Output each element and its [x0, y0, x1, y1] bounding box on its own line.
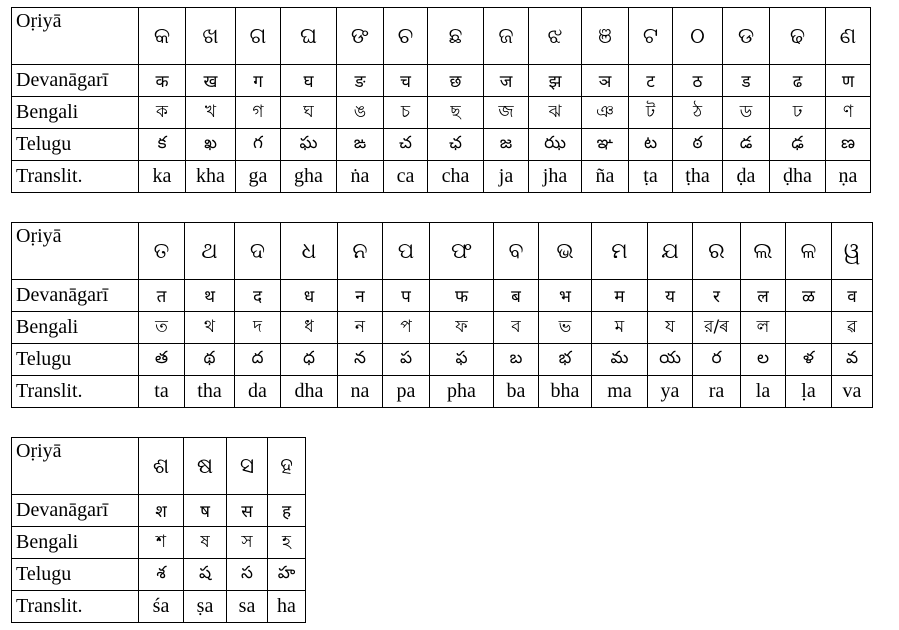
translit-cell: cha	[428, 161, 484, 193]
row-label-oriya: Oṛiyā	[12, 8, 139, 65]
devanagari-cell: द	[235, 280, 281, 312]
bengali-row	[12, 527, 306, 559]
translit-cell: sa	[227, 591, 268, 623]
devanagari-cell: ष	[184, 495, 227, 527]
consonant-table-2	[11, 222, 873, 408]
telugu-cell: ఘ	[281, 129, 337, 161]
consonant-table-3	[11, 437, 306, 623]
row-label-devanagari: Devanāgarī	[12, 495, 139, 527]
devanagari-cell: र	[693, 280, 741, 312]
devanagari-cell: म	[592, 280, 648, 312]
devanagari-cell: च	[384, 65, 428, 97]
bengali-cell: গ	[236, 97, 281, 129]
bengali-cell: ঘ	[281, 97, 337, 129]
oriya-cell: ଜ	[484, 8, 529, 65]
devanagari-cell: फ	[430, 280, 494, 312]
bengali-cell: ঠ	[673, 97, 723, 129]
translit-cell: ṣa	[184, 591, 227, 623]
devanagari-cell: ङ	[337, 65, 384, 97]
translit-cell: pa	[383, 376, 430, 408]
translit-row	[12, 161, 871, 193]
telugu-row	[12, 559, 306, 591]
oriya-cell: ଳ	[786, 223, 832, 280]
telugu-cell: ఫ	[430, 344, 494, 376]
translit-cell: da	[235, 376, 281, 408]
translit-cell: ṭa	[629, 161, 673, 193]
oriya-cell: ଦ	[235, 223, 281, 280]
telugu-cell: య	[648, 344, 693, 376]
bengali-cell: থ	[185, 312, 235, 344]
translit-cell: ba	[494, 376, 539, 408]
telugu-cell: ఛ	[428, 129, 484, 161]
telugu-cell: ట	[629, 129, 673, 161]
oriya-row	[12, 438, 306, 495]
translit-row	[12, 591, 306, 623]
oriya-cell: ଡ	[723, 8, 770, 65]
telugu-cell: ఢ	[770, 129, 826, 161]
translit-cell: ra	[693, 376, 741, 408]
translit-cell: ña	[582, 161, 629, 193]
oriya-cell: ର	[693, 223, 741, 280]
bengali-row	[12, 97, 871, 129]
telugu-cell: శ	[139, 559, 184, 591]
oriya-cell: ଢ	[770, 8, 826, 65]
devanagari-cell: त	[139, 280, 185, 312]
telugu-cell: ళ	[786, 344, 832, 376]
oriya-cell: ଘ	[281, 8, 337, 65]
oriya-row	[12, 223, 873, 280]
oriya-cell: ଷ	[184, 438, 227, 495]
oriya-cell: ଝ	[529, 8, 582, 65]
oriya-cell: ସ	[227, 438, 268, 495]
bengali-row	[12, 312, 873, 344]
devanagari-cell: ज	[484, 65, 529, 97]
bengali-cell: ছ	[428, 97, 484, 129]
devanagari-cell: ह	[268, 495, 306, 527]
telugu-cell: ఠ	[673, 129, 723, 161]
row-label-translit: Translit.	[12, 591, 139, 623]
bengali-cell: র/ৰ	[693, 312, 741, 344]
oriya-cell: ବ	[494, 223, 539, 280]
oriya-cell: ପ	[383, 223, 430, 280]
devanagari-cell: ध	[281, 280, 338, 312]
telugu-row	[12, 344, 873, 376]
telugu-cell: ప	[383, 344, 430, 376]
bengali-cell: ৱ	[832, 312, 873, 344]
telugu-cell: గ	[236, 129, 281, 161]
translit-cell: jha	[529, 161, 582, 193]
row-label-translit: Translit.	[12, 161, 139, 193]
oriya-row	[12, 8, 871, 65]
bengali-cell: ন	[338, 312, 383, 344]
oriya-cell: ଣ	[826, 8, 871, 65]
devanagari-cell: झ	[529, 65, 582, 97]
oriya-cell: ଧ	[281, 223, 338, 280]
telugu-cell: న	[338, 344, 383, 376]
bengali-cell: ড	[723, 97, 770, 129]
bengali-cell: দ	[235, 312, 281, 344]
row-label-telugu: Telugu	[12, 129, 139, 161]
row-label-bengali: Bengali	[12, 527, 139, 559]
devanagari-cell: स	[227, 495, 268, 527]
oriya-cell: ଠ	[673, 8, 723, 65]
row-label-translit: Translit.	[12, 376, 139, 408]
devanagari-cell: य	[648, 280, 693, 312]
translit-cell: ṅa	[337, 161, 384, 193]
translit-cell: śa	[139, 591, 184, 623]
row-label-telugu: Telugu	[12, 344, 139, 376]
telugu-cell: ధ	[281, 344, 338, 376]
translit-cell: ṭha	[673, 161, 723, 193]
oriya-cell: ନ	[338, 223, 383, 280]
bengali-cell: ষ	[184, 527, 227, 559]
oriya-cell: ଙ	[337, 8, 384, 65]
bengali-cell-empty	[786, 312, 832, 344]
bengali-cell: ট	[629, 97, 673, 129]
bengali-cell: ণ	[826, 97, 871, 129]
devanagari-cell: ण	[826, 65, 871, 97]
oriya-cell: ଗ	[236, 8, 281, 65]
telugu-cell: జ	[484, 129, 529, 161]
devanagari-cell: थ	[185, 280, 235, 312]
telugu-cell: బ	[494, 344, 539, 376]
bengali-cell: ঝ	[529, 97, 582, 129]
telugu-cell: స	[227, 559, 268, 591]
bengali-cell: খ	[186, 97, 236, 129]
row-label-oriya: Oṛiyā	[12, 223, 139, 280]
consonant-table-1	[11, 7, 871, 193]
oriya-cell: ଲ	[741, 223, 786, 280]
row-label-bengali: Bengali	[12, 312, 139, 344]
devanagari-cell: ञ	[582, 65, 629, 97]
bengali-cell: ঙ	[337, 97, 384, 129]
row-label-telugu: Telugu	[12, 559, 139, 591]
translit-cell: pha	[430, 376, 494, 408]
telugu-cell: ష	[184, 559, 227, 591]
devanagari-row	[12, 280, 873, 312]
bengali-cell: ধ	[281, 312, 338, 344]
translit-cell: dha	[281, 376, 338, 408]
devanagari-cell: छ	[428, 65, 484, 97]
row-label-devanagari: Devanāgarī	[12, 280, 139, 312]
devanagari-cell: भ	[539, 280, 592, 312]
bengali-cell: চ	[384, 97, 428, 129]
oriya-cell: ଶ	[139, 438, 184, 495]
telugu-cell: ఝ	[529, 129, 582, 161]
translit-cell: ha	[268, 591, 306, 623]
oriya-cell: ଫ	[430, 223, 494, 280]
devanagari-cell: ड	[723, 65, 770, 97]
oriya-cell: ଭ	[539, 223, 592, 280]
translit-cell: ca	[384, 161, 428, 193]
translit-cell: ya	[648, 376, 693, 408]
telugu-cell: హ	[268, 559, 306, 591]
devanagari-cell: क	[139, 65, 186, 97]
oriya-cell: ଚ	[384, 8, 428, 65]
bengali-cell: ফ	[430, 312, 494, 344]
row-label-devanagari: Devanāgarī	[12, 65, 139, 97]
telugu-cell: ఙ	[337, 129, 384, 161]
telugu-cell: ఞ	[582, 129, 629, 161]
translit-cell: ga	[236, 161, 281, 193]
devanagari-cell: ल	[741, 280, 786, 312]
telugu-cell: ఖ	[186, 129, 236, 161]
devanagari-row	[12, 495, 306, 527]
devanagari-cell: न	[338, 280, 383, 312]
telugu-cell: వ	[832, 344, 873, 376]
devanagari-cell: प	[383, 280, 430, 312]
translit-cell: tha	[185, 376, 235, 408]
telugu-cell: ణ	[826, 129, 871, 161]
translit-cell: va	[832, 376, 873, 408]
bengali-cell: ত	[139, 312, 185, 344]
row-label-oriya: Oṛiyā	[12, 438, 139, 495]
devanagari-cell: ळ	[786, 280, 832, 312]
devanagari-cell: व	[832, 280, 873, 312]
translit-cell: ḍa	[723, 161, 770, 193]
translit-cell: ṇa	[826, 161, 871, 193]
translit-cell: ḍha	[770, 161, 826, 193]
row-label-bengali: Bengali	[12, 97, 139, 129]
oriya-cell: ମ	[592, 223, 648, 280]
oriya-cell: ଛ	[428, 8, 484, 65]
translit-row	[12, 376, 873, 408]
devanagari-cell: ट	[629, 65, 673, 97]
telugu-cell: ర	[693, 344, 741, 376]
oriya-cell: ଯ	[648, 223, 693, 280]
bengali-cell: ক	[139, 97, 186, 129]
translit-cell: gha	[281, 161, 337, 193]
devanagari-row	[12, 65, 871, 97]
telugu-row	[12, 129, 871, 161]
translit-cell: bha	[539, 376, 592, 408]
devanagari-cell: ब	[494, 280, 539, 312]
telugu-cell: ల	[741, 344, 786, 376]
bengali-cell: ঞ	[582, 97, 629, 129]
oriya-cell: ଥ	[185, 223, 235, 280]
bengali-cell: য	[648, 312, 693, 344]
devanagari-cell: घ	[281, 65, 337, 97]
telugu-cell: థ	[185, 344, 235, 376]
telugu-cell: త	[139, 344, 185, 376]
oriya-cell: ତ	[139, 223, 185, 280]
oriya-cell: କ	[139, 8, 186, 65]
translit-cell: kha	[186, 161, 236, 193]
telugu-cell: క	[139, 129, 186, 161]
oriya-cell: ଖ	[186, 8, 236, 65]
telugu-cell: డ	[723, 129, 770, 161]
telugu-cell: చ	[384, 129, 428, 161]
oriya-cell: ୱ	[832, 223, 873, 280]
bengali-cell: হ	[268, 527, 306, 559]
bengali-cell: প	[383, 312, 430, 344]
bengali-cell: জ	[484, 97, 529, 129]
devanagari-cell: ख	[186, 65, 236, 97]
bengali-cell: স	[227, 527, 268, 559]
telugu-cell: ద	[235, 344, 281, 376]
bengali-cell: ঢ	[770, 97, 826, 129]
bengali-cell: ভ	[539, 312, 592, 344]
devanagari-cell: ठ	[673, 65, 723, 97]
translit-cell: ka	[139, 161, 186, 193]
bengali-cell: ম	[592, 312, 648, 344]
devanagari-cell: श	[139, 495, 184, 527]
devanagari-cell: ग	[236, 65, 281, 97]
devanagari-cell: ढ	[770, 65, 826, 97]
oriya-cell: ହ	[268, 438, 306, 495]
telugu-cell: భ	[539, 344, 592, 376]
telugu-cell: మ	[592, 344, 648, 376]
translit-cell: ta	[139, 376, 185, 408]
bengali-cell: শ	[139, 527, 184, 559]
oriya-cell: ଟ	[629, 8, 673, 65]
translit-cell: la	[741, 376, 786, 408]
translit-cell: ḷa	[786, 376, 832, 408]
translit-cell: ja	[484, 161, 529, 193]
oriya-cell: ଞ	[582, 8, 629, 65]
bengali-cell: ল	[741, 312, 786, 344]
translit-cell: na	[338, 376, 383, 408]
translit-cell: ma	[592, 376, 648, 408]
bengali-cell: ব	[494, 312, 539, 344]
